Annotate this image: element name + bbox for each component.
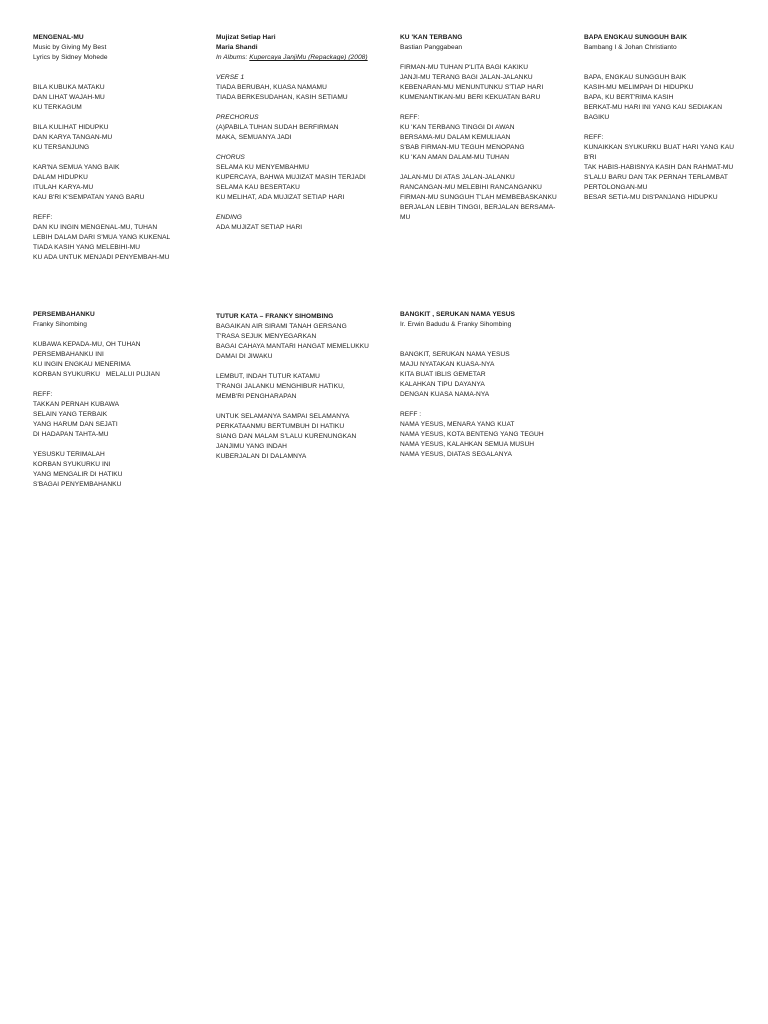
lyric-line: KITA BUAT IBLIS GEMETAR bbox=[400, 371, 486, 378]
lyric-line: BANGKIT, SERUKAN NAMA YESUS bbox=[400, 351, 510, 358]
lyric-line: NAMA YESUS, KALAHKAN SEMUA MUSUH bbox=[400, 441, 535, 448]
song-title: Mujizat Setiap Hari bbox=[216, 34, 276, 41]
lyric-line: BILA KULIHAT HIDUPKU bbox=[33, 124, 109, 131]
song-title: MENGENAL-MU bbox=[33, 34, 84, 41]
lyric-line: PERSEMBAHANKU INI bbox=[33, 351, 104, 358]
song-lyricist: Lyrics by Sidney Mohede bbox=[33, 54, 108, 61]
lyric-line: MAKA, SEMUANYA JADI bbox=[216, 134, 292, 141]
lyric-line: KU ADA UNTUK MENJADI PENYEMBAH-MU bbox=[33, 254, 170, 261]
lyric-line: MEMB'RI PENGHARAPAN bbox=[216, 393, 297, 400]
lyric-line: BILA KUBUKA MATAKU bbox=[33, 84, 105, 91]
song-kukanterbang bbox=[400, 33, 578, 223]
lyric-line: BESAR SETIA-MU DIS'PANJANG HIDUPKU bbox=[584, 194, 718, 201]
lyric-line: TAK HABIS-HABISNYA KASIH DAN RAHMAT-MU bbox=[584, 164, 734, 171]
lyric-line: YANG MENGALIR DI HATIKU bbox=[33, 471, 123, 478]
lyric-line: FIRMAN-MU TUHAN P'LITA BAGI KAKIKU bbox=[400, 64, 529, 71]
lyric-line: BAGAIKAN AIR SIRAMI TANAH GERSANG bbox=[216, 323, 347, 330]
lyric-line: UNTUK SELAMANYA SAMPAI SELAMANYA bbox=[216, 413, 350, 420]
lyric-line: KU MELIHAT, ADA MUJIZAT SETIAP HARI bbox=[216, 194, 345, 201]
lyric-line: LEMBUT, INDAH TUTUR KATAMU bbox=[216, 373, 320, 380]
reff-label: REFF: bbox=[33, 391, 53, 398]
song-composer: Bambang I & Johan Christianto bbox=[584, 44, 677, 51]
lyric-line: (A)PABILA TUHAN SUDAH BERFIRMAN bbox=[216, 124, 339, 131]
lyric-line: BERKAT-MU HARI INI YANG KAU SEDIAKAN bbox=[584, 104, 723, 111]
reff-label: REFF: bbox=[584, 134, 604, 141]
lyric-line: DAMAI DI JIWAKU bbox=[216, 353, 273, 360]
lyric-line: KU 'KAN TERBANG TINGGI DI AWAN bbox=[400, 124, 515, 131]
lyric-line: LEBIH DALAM DARI S'MUA YANG KUKENAL bbox=[33, 234, 171, 241]
song-title: PERSEMBAHANKU bbox=[33, 311, 95, 318]
prechorus-label: PRECHORUS bbox=[216, 114, 259, 121]
song-artist: Maria Shandi bbox=[216, 44, 258, 51]
lyric-line: S'BAGAI PENYEMBAHANKU bbox=[33, 481, 122, 488]
lyric-line: KUBERJALAN DI DALAMNYA bbox=[216, 453, 307, 460]
song-album: In Albums: Kupercaya JanjiMu (Repackage) (2008) bbox=[216, 54, 368, 61]
lyric-line: FIRMAN-MU SUNGGUH T'LAH MEMBEBASKANKU bbox=[400, 194, 557, 201]
lyric-line: KU TERKAGUM bbox=[33, 104, 82, 111]
lyric-line: SELAMA KAU BESERTAKU bbox=[216, 184, 300, 191]
lyric-line: KEBENARAN-MU MENUNTUNKU S'TIAP HARI bbox=[400, 84, 544, 91]
song-bapa bbox=[584, 33, 762, 203]
lyric-line: DAN KU INGIN MENGENAL-MU, TUHAN bbox=[33, 224, 158, 231]
lyric-line: KALAHKAN TIPU DAYANYA bbox=[400, 381, 485, 388]
lyric-line: S'LALU BARU DAN TAK PERNAH TERLAMBAT bbox=[584, 174, 729, 181]
song-title: TUTUR KATA – FRANKY SIHOMBING bbox=[216, 313, 334, 320]
lyric-line: DAN LIHAT WAJAH-MU bbox=[33, 94, 105, 101]
lyric-line: DALAM HIDUPKU bbox=[33, 174, 88, 181]
lyric-line: KUMENANTIKAN-MU BERI KEKUATAN BARU bbox=[400, 94, 541, 101]
lyric-line: BAPA, KU BERT'RIMA KASIH bbox=[584, 94, 674, 101]
reff-label: REFF: bbox=[400, 114, 420, 121]
lyric-line: NAMA YESUS, KOTA BENTENG YANG TEGUH bbox=[400, 431, 544, 438]
lyric-line: SIANG DAN MALAM S'LALU KURENUNGKAN bbox=[216, 433, 357, 440]
song-title: BAPA ENGKAU SUNGGUH BAIK bbox=[584, 34, 688, 41]
lyric-line: KORBAN SYUKURKU INI bbox=[33, 461, 111, 468]
lyric-line: NAMA YESUS, DIATAS SEGALANYA bbox=[400, 451, 512, 458]
lyric-line: PERTOLONGAN-MU bbox=[584, 184, 648, 191]
lyric-line: JALAN-MU DI ATAS JALAN-JALANKU bbox=[400, 174, 515, 181]
lyric-line: TIADA KASIH YANG MELEBIHI-MU bbox=[33, 244, 141, 251]
reff-label: REFF : bbox=[400, 411, 422, 418]
lyric-line: KORBAN SYUKURKU MELALUI PUJIAN bbox=[33, 371, 160, 378]
song-composer: Bastian Panggabean bbox=[400, 44, 463, 51]
lyric-line: BERJALAN LEBIH TINGGI, BERJALAN BERSAMA- bbox=[400, 204, 556, 211]
lyric-line: KAR'NA SEMUA YANG BAIK bbox=[33, 164, 120, 171]
song-composer: Ir. Erwin Badudu & Franky Sihombing bbox=[400, 321, 512, 328]
lyric-line: NAMA YESUS, MENARA YANG KUAT bbox=[400, 421, 515, 428]
lyric-line: KU INGIN ENGKAU MENERIMA bbox=[33, 361, 131, 368]
lyric-line: MAJU NYATAKAN KUASA-NYA bbox=[400, 361, 495, 368]
lyric-line: BERSAMA-MU DALAM KEMULIAAN bbox=[400, 134, 511, 141]
lyric-line: DI HADAPAN TAHTA-MU bbox=[33, 431, 109, 438]
lyric-line: ITULAH KARYA-MU bbox=[33, 184, 94, 191]
ending-label: ENDING bbox=[216, 214, 242, 221]
lyric-line: KU TERSANJUNG bbox=[33, 144, 90, 151]
song-composer: Franky Sihombing bbox=[33, 321, 87, 328]
lyric-line: DAN KARYA TANGAN-MU bbox=[33, 134, 113, 141]
lyric-line: BAPA, ENGKAU SUNGGUH BAIK bbox=[584, 74, 687, 81]
lyric-line: T'RASA SEJUK MENYEGARKAN bbox=[216, 333, 317, 340]
lyric-line: DENGAN KUASA NAMA-NYA bbox=[400, 391, 490, 398]
lyric-line: YESUSKU TERIMALAH bbox=[33, 451, 105, 458]
song-bangkit bbox=[400, 310, 578, 460]
song-title: BANGKIT , SERUKAN NAMA YESUS bbox=[400, 311, 515, 318]
song-mengenalmu bbox=[33, 33, 211, 263]
lyric-line: TIADA BERUBAH, KUASA NAMAMU bbox=[216, 84, 327, 91]
lyric-line: T'RANGI JALANKU MENGHIBUR HATIKU, bbox=[216, 383, 345, 390]
lyric-line: JANJIMU YANG INDAH bbox=[216, 443, 287, 450]
lyric-line: KUBAWA KEPADA-MU, OH TUHAN bbox=[33, 341, 141, 348]
chorus-label: CHORUS bbox=[216, 154, 245, 161]
lyric-line: JANJI-MU TERANG BAGI JALAN-JALANKU bbox=[400, 74, 533, 81]
lyric-line: YANG HARUM DAN SEJATI bbox=[33, 421, 118, 428]
lyric-line: TIADA BERKESUDAHAN, KASIH SETIAMU bbox=[216, 94, 348, 101]
album-link[interactable]: Kupercaya JanjiMu (Repackage) (2008) bbox=[249, 54, 368, 61]
song-tuturkata bbox=[216, 312, 394, 462]
song-mujizat bbox=[216, 33, 394, 233]
lyric-line: KUNAIKKAN SYUKURKU BUAT HARI YANG KAU bbox=[584, 144, 735, 151]
song-persembahanku bbox=[33, 310, 211, 490]
verse-label: VERSE 1 bbox=[216, 74, 245, 81]
lyric-line: SELAMA KU MENYEMBAHMU bbox=[216, 164, 310, 171]
lyric-line: KASIH-MU MELIMPAH DI HIDUPKU bbox=[584, 84, 694, 91]
lyric-line: ADA MUJIZAT SETIAP HARI bbox=[216, 224, 303, 231]
reff-label: REFF: bbox=[33, 214, 53, 221]
song-composer: Music by Giving My Best bbox=[33, 44, 107, 51]
lyric-line: MU bbox=[400, 214, 411, 221]
lyric-line: PERKATAANMU BERTUMBUH DI HATIKU bbox=[216, 423, 345, 430]
lyric-line: B'RI bbox=[584, 154, 597, 161]
lyric-line: KAU B'RI K'SEMPATAN YANG BARU bbox=[33, 194, 145, 201]
lyric-line: KU 'KAN AMAN DALAM-MU TUHAN bbox=[400, 154, 510, 161]
lyric-line: TAKKAN PERNAH KUBAWA bbox=[33, 401, 120, 408]
lyric-line: S'BAB FIRMAN-MU TEGUH MENOPANG bbox=[400, 144, 525, 151]
song-title: KU 'KAN TERBANG bbox=[400, 34, 463, 41]
lyric-line: SELAIN YANG TERBAIK bbox=[33, 411, 108, 418]
lyric-line: BAGIKU bbox=[584, 114, 610, 121]
lyric-line: BAGAI CAHAYA MANTARI HANGAT MEMELUKKU bbox=[216, 343, 369, 350]
lyric-line: KUPERCAYA, BAHWA MUJIZAT MASIH TERJADI bbox=[216, 174, 366, 181]
lyric-line: RANCANGAN-MU MELEBIHI RANCANGANKU bbox=[400, 184, 542, 191]
